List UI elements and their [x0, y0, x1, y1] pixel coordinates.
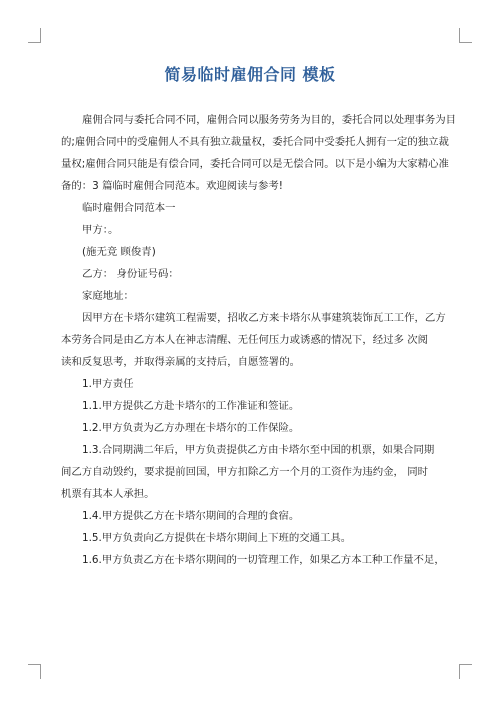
intro-line: 量权;雇佣合同只能是有偿合同，委托合同可以是无偿合同。以下是小编为大家精心准: [61, 158, 449, 170]
crop-mark-top-left: [40, 28, 41, 43]
clause-continuation: 间乙方自动毁约，要求提前回国，甲方扣除乙方一个月的工资作为违约金， 同时: [61, 466, 428, 478]
clause-continuation: 机票有其本人承担。: [61, 488, 155, 500]
clause: 1.6.甲方负责乙方在卡塔尔期间的一切管理工作，如果乙方本工种工作量不足，: [82, 554, 445, 566]
intro-line: 备的：3 篇临时雇佣合同范本。欢迎阅读与参考!: [61, 180, 283, 192]
party-a-note: (施无竞 顾俊青): [82, 246, 156, 258]
preamble-line: 因甲方在卡塔尔建筑工程需要，招收乙方来卡塔尔从事建筑装饰瓦工工作，乙方: [82, 312, 446, 324]
section-heading: 1.甲方责任: [82, 378, 134, 390]
intro-line: 的;雇佣合同中的受雇佣人不具有独立裁量权，委托合同中受委托人拥有一定的独立裁: [61, 136, 449, 148]
party-a: 甲方：。: [82, 224, 119, 236]
address: 家庭地址：: [82, 290, 134, 302]
party-b: 乙方： 身份证号码：: [82, 268, 179, 280]
intro-line: 雇佣合同与委托合同不同，雇佣合同以服务劳务为目的，委托合同以处理事务为目: [82, 114, 457, 126]
preamble-line: 本劳务合同是由乙方本人在神志清醒、无任何压力或诱惑的情况下，经过多 次阅: [61, 334, 428, 346]
crop-mark-bottom-right: [459, 664, 460, 679]
document-title: 简易临时雇佣合同 模板: [164, 65, 336, 84]
clause: 1.4.甲方提供乙方在卡塔尔期间的合理的食宿。: [82, 510, 300, 522]
clause: 1.2.甲方负责为乙方办理在卡塔尔的工作保险。: [82, 422, 300, 434]
preamble-line: 读和反复思考，并取得亲属的支持后，自愿签署的。: [61, 356, 300, 368]
clause: 1.5.甲方负责向乙方提供在卡塔尔期间上下班的交通工具。: [82, 532, 352, 544]
clause: 1.1.甲方提供乙方赴卡塔尔的工作准证和签证。: [82, 400, 300, 412]
crop-mark-bottom-right: [459, 664, 472, 665]
document-body: [61, 109, 457, 571]
crop-mark-bottom-left: [40, 664, 41, 679]
crop-mark-top-right: [459, 28, 460, 43]
crop-mark-top-right: [459, 42, 472, 43]
sample-heading: 临时雇佣合同范本一: [82, 202, 176, 214]
clause: 1.3.合同期满二年后，甲方负责提供乙方由卡塔尔至中国的机票，如果合同期: [82, 444, 435, 456]
